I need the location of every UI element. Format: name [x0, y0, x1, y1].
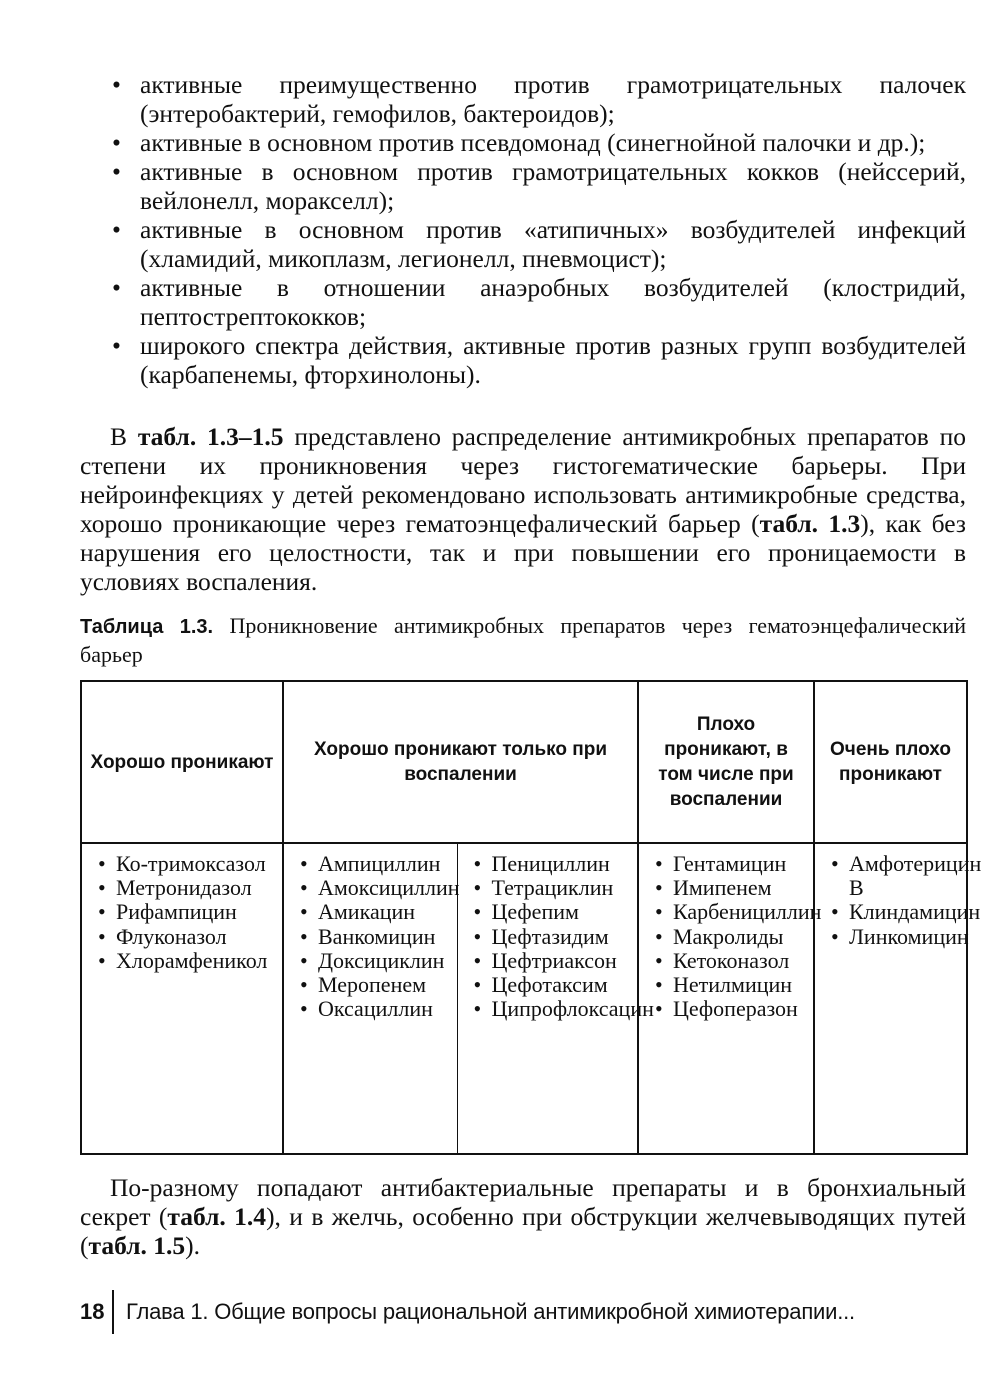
cell-penetrate-well — [81, 843, 283, 1154]
drug-item: • Цефоперазон — [653, 997, 807, 1021]
drug-item: • Тетрациклин — [472, 876, 632, 900]
drug-item: • Метронидазол — [96, 876, 276, 900]
running-chapter-title: Глава 1. Общие вопросы рациональной антимикробной химиотерапии... — [126, 1299, 855, 1324]
drug-list — [472, 851, 654, 1022]
drug-item: • Амфотерицин В — [829, 852, 960, 900]
cell-inflammation-b — [457, 843, 654, 1154]
table-reference: табл. 1.3 — [759, 509, 861, 538]
drug-item: • Флуконазол — [96, 925, 276, 949]
body-paragraph-bronchial-bile — [80, 1173, 966, 1260]
body-paragraph-intro — [80, 422, 966, 596]
drug-list — [96, 852, 276, 973]
list-item: • активные в основном против грамотрицательных кокков (нейссерий, вейлонелл, моракселл); — [110, 157, 966, 215]
table-caption-text: Проникновение антимикробных препаратов через гематоэнцефалический барьер — [80, 613, 966, 667]
table-header-row — [81, 681, 967, 843]
drug-item: • Гентамицин — [653, 852, 807, 876]
header-penetrate-only-inflammation: Хорошо проникают только при воспалении — [283, 681, 638, 843]
list-item: • активные в основном против «атипичных» возбудителей инфекций (хламидий, микоплазм, легионелл, пневмоцист); — [110, 215, 966, 273]
drug-item: • Амоксициллин — [298, 876, 451, 900]
list-item: • активные в основном против псевдомонад (синегнойной палочки и др.); — [110, 128, 966, 157]
table-reference: табл. 1.3–1.5 — [137, 422, 284, 451]
cell-inflammation-a — [283, 843, 460, 1154]
drug-list — [829, 851, 982, 949]
drug-item: • Цефотаксим — [472, 973, 632, 997]
page-footer — [80, 1288, 855, 1336]
header-penetrate-poorly: Плохо проникают, в том числе при воспалении — [638, 681, 814, 843]
drug-item: • Макролиды — [653, 925, 807, 949]
header-penetrate-well: Хорошо проникают — [81, 681, 283, 843]
header-penetrate-very-poorly: Очень плохо проникают — [814, 681, 967, 843]
drug-item: • Ципрофлоксацин — [472, 997, 632, 1021]
table-reference: табл. 1.4 — [167, 1202, 267, 1231]
drug-item: • Ампициллин — [298, 852, 451, 876]
drug-item: • Оксациллин — [298, 997, 451, 1021]
drug-list — [653, 851, 822, 1022]
drug-item: • Карбенициллин — [653, 900, 807, 924]
drug-item: • Меропенем — [298, 973, 451, 997]
drug-item: • Ко-тримоксазол — [96, 852, 276, 876]
drug-item: • Линкомицин — [829, 925, 960, 949]
drug-item: • Рифампицин — [96, 900, 276, 924]
drug-list — [298, 851, 460, 1022]
drug-item: • Цефтриаксон — [472, 949, 632, 973]
table-caption — [80, 612, 966, 668]
drug-item: • Нетилмицин — [653, 973, 807, 997]
drug-item: • Кетоконазол — [653, 949, 807, 973]
drug-item: • Доксициклин — [298, 949, 451, 973]
table-reference: табл. 1.5 — [88, 1231, 186, 1260]
table-body-row — [81, 843, 967, 1154]
cell-penetrate-very-poorly — [814, 843, 982, 1154]
list-item: • широкого спектра действия, активные против разных групп возбудителей (карбапенемы, фторхинолоны). — [110, 331, 966, 389]
text-run: ), как без нарушения его целостности, так и при повышении его проницаемости в условиях воспаления. — [80, 509, 966, 596]
bbb-penetration-table — [80, 680, 982, 1155]
drug-item: • Цефтазидим — [472, 925, 632, 949]
drug-item: • Амикацин — [298, 900, 451, 924]
list-item: • активные в отношении анаэробных возбудителей (клостридий, пептострептококков; — [110, 273, 966, 331]
drug-item: • Пенициллин — [472, 852, 632, 876]
antibiotic-activity-list — [110, 70, 966, 389]
text-run: представлено распределение антимикробных препаратов по степени их проникновения через гистогематические барьеры. При нейроинфекциях у детей рекомендовано использовать антимикробные средства, хорошо проникающие через гематоэнцефалический барьер ( — [80, 422, 967, 538]
drug-item: • Хлорамфеникол — [96, 949, 276, 973]
cell-penetrate-poorly — [638, 843, 822, 1154]
list-item: • активные преимущественно против грамотрицательных палочек (энтеробактерий, гемофилов, бактероидов); — [110, 70, 966, 128]
drug-item: • Цефепим — [472, 900, 632, 924]
drug-item: • Ванкомицин — [298, 925, 451, 949]
footer-divider — [112, 1290, 114, 1334]
text-run: По-разному попадают антибактериальные препараты и в бронхиальный секрет ( — [80, 1173, 966, 1231]
text-run: ), и в желчь, особенно при обструкции желчевыводящих путей ( — [80, 1202, 966, 1260]
drug-item: • Клиндамицин — [829, 900, 960, 924]
page-number: 18 — [80, 1299, 105, 1324]
text-run: В — [110, 422, 138, 451]
table-caption-label: Таблица 1.3. — [80, 616, 214, 638]
text-run: ). — [185, 1231, 201, 1260]
drug-item: • Имипенем — [653, 876, 807, 900]
